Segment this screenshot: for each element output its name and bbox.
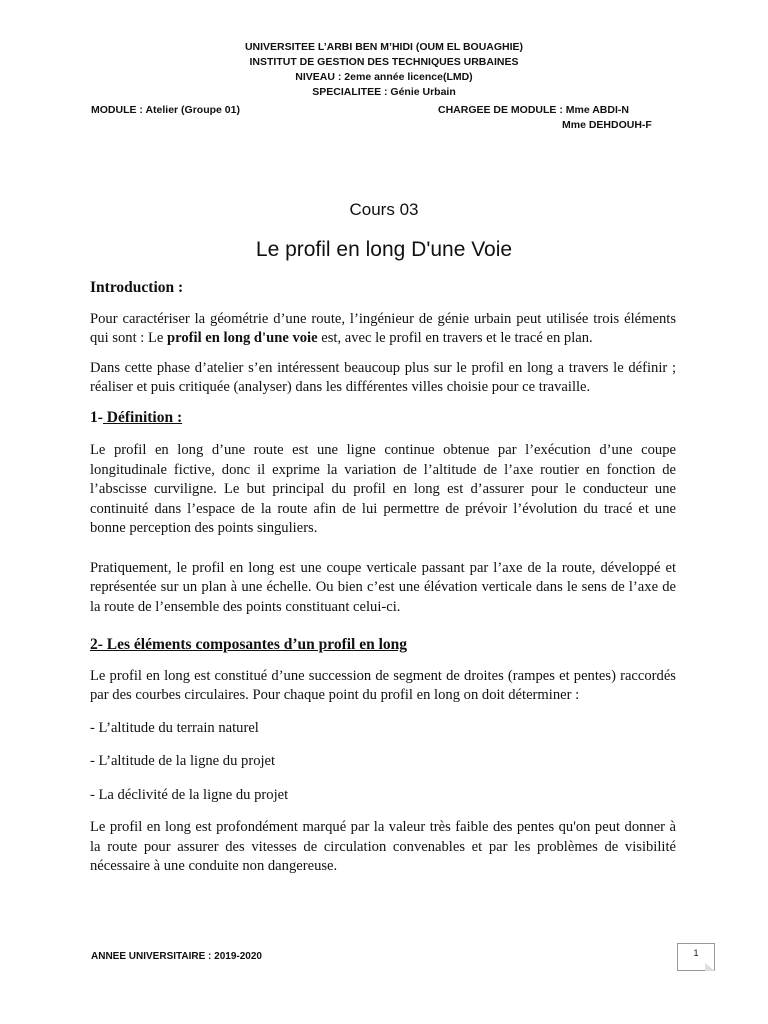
list-item: - La déclivité de la ligne du projet [90, 786, 289, 803]
header-specialty: SPECIALITEE : Génie Urbain [312, 86, 456, 98]
section1-heading [90, 408, 676, 428]
header-institute: INSTITUT DE GESTION DES TECHNIQUES URBAINES [249, 56, 519, 68]
header-level: NIVEAU : 2eme année licence(LMD) [295, 71, 473, 83]
section2-paragraph-1: Le profil en long est constitué d’une succession de segment de droites (rampes et pentes) raccordés par des courbes circulaires. Pour chaque point du profil en long on doit déterminer : [90, 667, 676, 703]
section1-paragraph-1: Le profil en long d’une route est une ligne continue obtenue par l’exécution d’une coupe longitudinale fictive, donc il exprime la variation de l’altitude de l’axe routier en fonction de l’abscisse curviligne. Le but principal du profil en long est d’assurer pour le conducteur une continuité dans l’espace de la route afin de lui permettre de prévoir l’évolution du tracé et une bonne perception des points singuliers. [90, 442, 676, 536]
list-item: - L’altitude du terrain naturel [90, 719, 259, 736]
intro-paragraph-1 [90, 310, 676, 349]
document-body [90, 278, 676, 877]
section1-title: Définition : [102, 408, 183, 426]
section1-number: 1- [90, 408, 103, 426]
page-number-box [677, 943, 715, 971]
intro-p1-text-end: est, avec le profil en travers et le tracé en plan. [317, 330, 593, 346]
footer-academic-year: ANNEE UNIVERSITAIRE : 2019-2020 [91, 951, 262, 962]
header-chargee-second: Mme DEHDOUH-F [562, 119, 652, 131]
page-title: Le profil en long D'une Voie [255, 238, 513, 261]
intro-paragraph-2: Dans cette phase d’atelier s’en intéressent beaucoup plus sur le profil en long a travers le définir ; réaliser et puis critiquée (analyser) dans les différentes villes choisie pour ce travaille. [90, 359, 676, 395]
header-module: MODULE : Atelier (Groupe 01) [91, 104, 240, 116]
document-header [0, 40, 768, 100]
section2-paragraph-2: Le profil en long est profondément marqué par la valeur très faible des pentes qu'on peut donner à la route pour assurer des vitesses de circulation convenables et par les problèmes de visibilité nécessaire à une conduite non dangereuse. [90, 819, 676, 874]
course-number: Cours 03 [349, 200, 419, 219]
section2-heading: 2- Les éléments composantes d’un profil en long [90, 636, 408, 653]
header-university: UNIVERSITEE L’ARBI BEN M’HIDI (OUM EL BOUAGHIE) [244, 41, 524, 53]
intro-heading: Introduction : [90, 279, 184, 296]
section1-paragraph-2: Pratiquement, le profil en long est une coupe verticale passant par l’axe de la route, développé et représentée sur un plan à une échelle. Ou bien c’est une élévation verticale dans le sens de l’axe de la route de l’ensemble des points constituant celui-ci. [90, 559, 676, 615]
header-chargee: CHARGEE DE MODULE : Mme ABDI-N [438, 104, 629, 116]
intro-p1-bold: profil en long d'une voie [167, 330, 318, 346]
intro-p1-text: Pour caractériser la géométrie d’une route, l’ingénieur de génie urbain peut utilisée trois éléments qui sont : Le [90, 310, 676, 346]
list-item: - L’altitude de la ligne du projet [90, 753, 276, 769]
page-fold-icon [705, 963, 715, 971]
page-number: 1 [693, 948, 699, 958]
